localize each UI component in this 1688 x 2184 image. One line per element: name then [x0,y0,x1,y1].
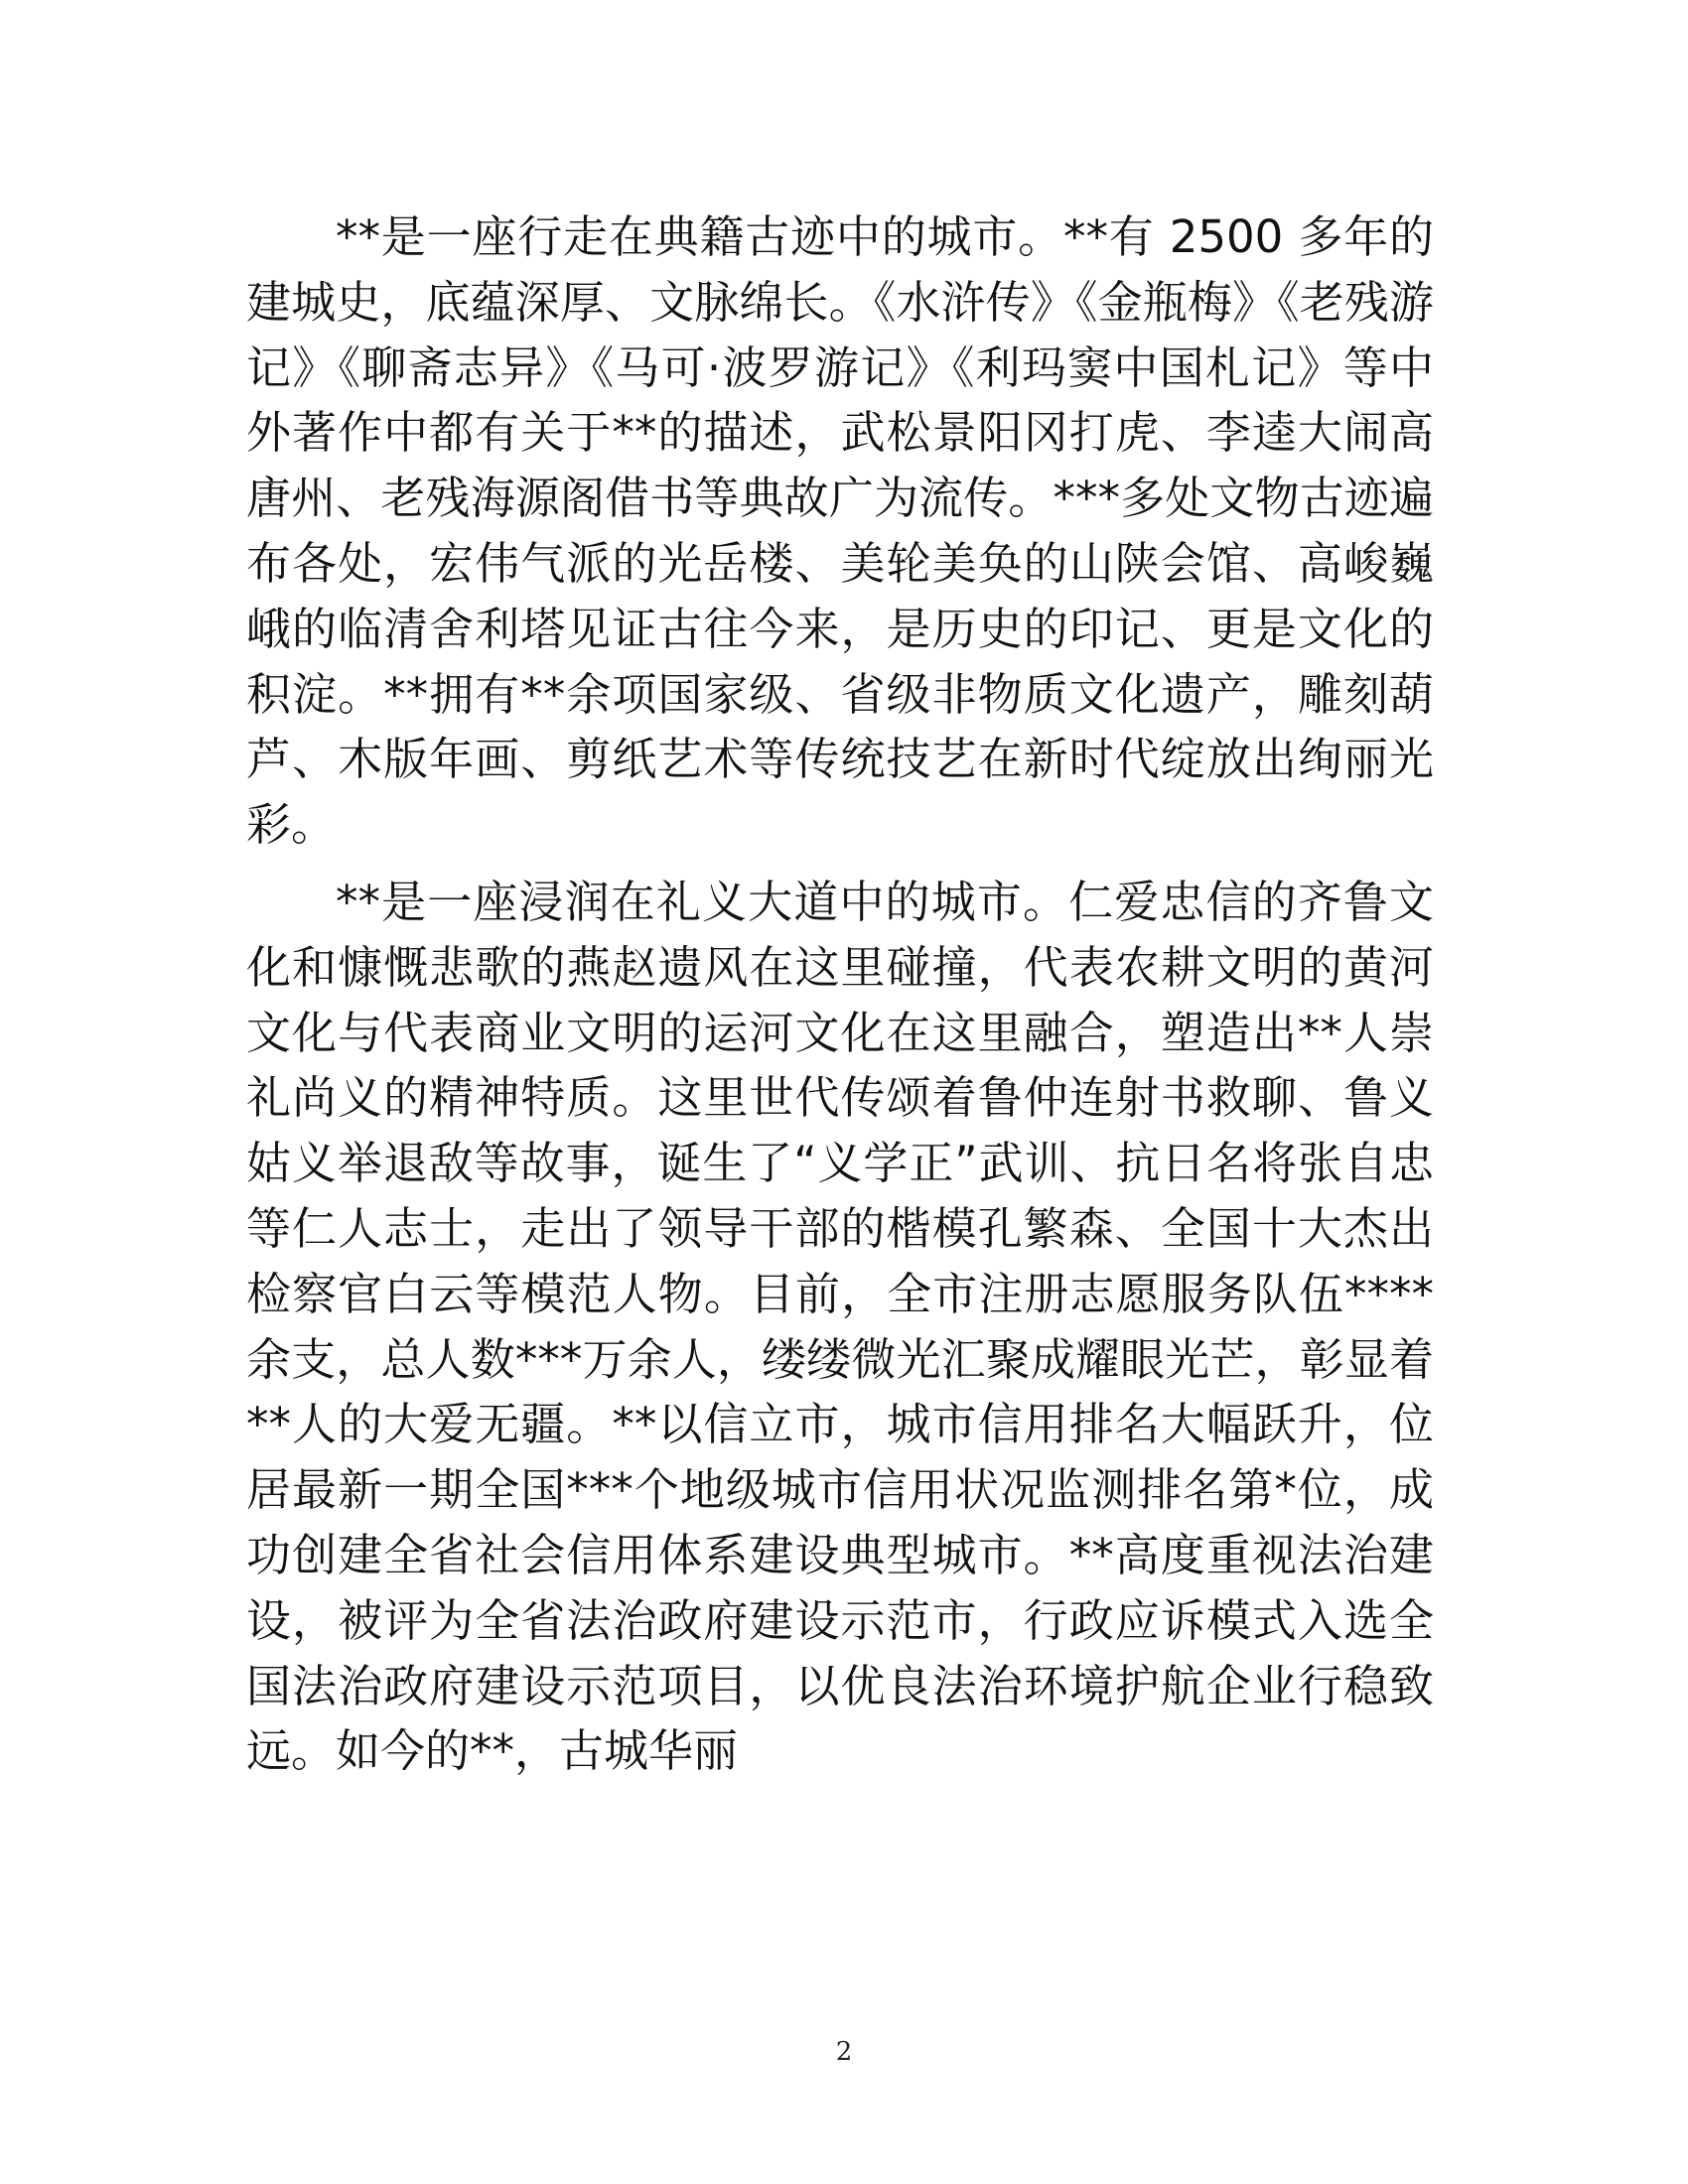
page-number: 2 [835,2037,853,2067]
paragraph-1: **是一座行走在典籍古迹中的城市。**有 2500 多年的建城史，底蕴深厚、文脉绵长。《水浒传》《金瓶梅》《老残游记》《聊斋志异》《马可·波罗游记》《利玛窦中国札记》等中外著作中都有关于**的描述，武松景阳冈打虎、李逵大闹高唐州、老残海源阁借书等典故广为流传。***多处文物古迹遍布各处，宏伟气派的光岳楼、美轮美奂的山陕会馆、高峻巍峨的临清舍利塔见证古往今来，是历史的印记、更是文化的积淀。**拥有**余项国家级、省级非物质文化遗产，雕刻葫芦、木版年画、剪纸艺术等传统技艺在新时代绽放出绚丽光彩。 [246,210,1434,852]
paragraph-2: **是一座浸润在礼义大道中的城市。仁爱忠信的齐鲁文化和慷慨悲歌的燕赵遗风在这里碰撞，代表农耕文明的黄河文化与代表商业文明的运河文化在这里融合，塑造出**人崇礼尚义的精神特质。这里世代传颂着鲁仲连射书救聊、鲁义姑义举退敌等故事，诞生了“义学正”武训、抗日名将张自忠等仁人志士，走出了领导干部的楷模孔繁森、全国十大杰出检察官白云等模范人物。目前，全市注册志愿服务队伍****余支，总人数***万余人，缕缕微光汇聚成耀眼光芒，彰显着**人的大爱无疆。**以信立市，城市信用排名大幅跃升，位居最新一期全国***个地级城市信用状况监测排名第*位，成功创建全省社会信用体系建设典型城市。**高度重视法治建设，被评为全省法治政府建设示范市，行政应诉模式入选全国法治政府建设示范项目，以优良法治环境护航企业行稳致远。如今的**，古城华丽 [246,875,1434,1778]
body-text [246,205,1434,1796]
